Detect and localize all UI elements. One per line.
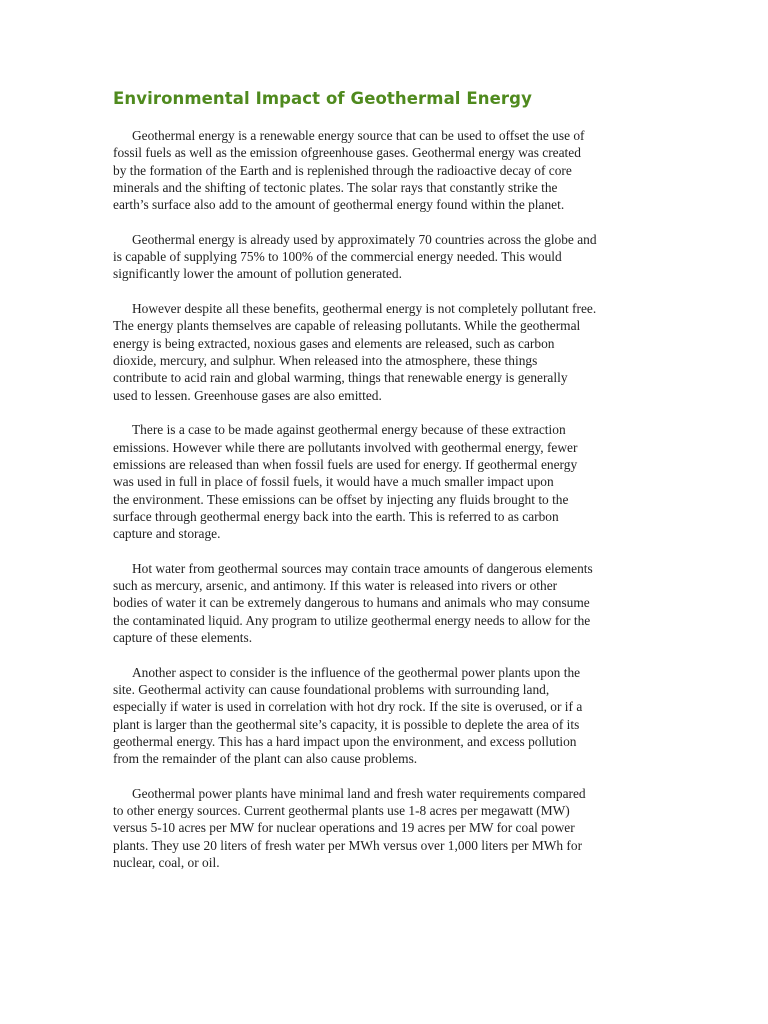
- paragraph-line: geothermal energy. This has a hard impact upon the environment, and excess pollution: [113, 733, 577, 749]
- paragraph-line: to other energy sources. Current geothermal plants use 1-8 acres per megawatt (MW): [113, 803, 570, 819]
- paragraph-line: nuclear, coal, or oil.: [113, 855, 220, 871]
- paragraph-line: earth’s surface also add to the amount of geothermal energy found within the planet.: [113, 197, 565, 213]
- paragraph-line: Hot water from geothermal sources may contain trace amounts of dangerous elements: [132, 560, 593, 576]
- paragraph-line: by the formation of the Earth and is replenished through the radioactive decay of core: [113, 162, 572, 178]
- paragraph-line: emissions are released than when fossil fuels are used for energy. If geothermal energy: [113, 456, 578, 472]
- paragraph-line: Geothermal energy is already used by approximately 70 countries across the globe and: [132, 231, 597, 247]
- paragraph-line: such as mercury, arsenic, and antimony. If this water is released into rivers or other: [113, 578, 558, 594]
- paragraph: [113, 127, 661, 213]
- paragraph-line: used to lessen. Greenhouse gases are also emitted.: [113, 387, 382, 403]
- paragraph-line: site. Geothermal activity can cause foundational problems with surrounding land,: [113, 681, 550, 697]
- paragraph-line: plant is larger than the geothermal site’s capacity, it is possible to deplete the area of its: [113, 716, 580, 732]
- paragraph: [113, 664, 661, 768]
- paragraph-line: capture and storage.: [113, 526, 221, 542]
- paragraph-line: There is a case to be made against geothermal energy because of these extraction: [132, 422, 566, 438]
- paragraph-line: significantly lower the amount of pollution generated.: [113, 266, 402, 282]
- paragraph-line: Geothermal power plants have minimal land and fresh water requirements compared: [132, 785, 586, 801]
- paragraph: [113, 560, 661, 646]
- paragraph-line: plants. They use 20 liters of fresh water per MWh versus over 1,000 liters per MWh for: [113, 837, 583, 853]
- paragraph-line: Geothermal energy is a renewable energy source that can be used to offset the use of: [132, 128, 585, 143]
- paragraph-line: energy is being extracted, noxious gases and elements are released, such as carbon: [113, 335, 555, 351]
- paragraph-line: contribute to acid rain and global warming, things that renewable energy is generally: [113, 370, 568, 386]
- paragraph-line: is capable of supplying 75% to 100% of the commercial energy needed. This would: [113, 249, 562, 265]
- paragraph-line: especially if water is used in correlation with hot dry rock. If the site is overused, or if a: [113, 699, 583, 715]
- paragraph-line: the contaminated liquid. Any program to utilize geothermal energy needs to allow for the: [113, 612, 591, 628]
- paragraph-line: bodies of water it can be extremely dangerous to humans and animals who may consume: [113, 595, 590, 611]
- paragraph-line: The energy plants themselves are capable of releasing pollutants. While the geothermal: [113, 318, 581, 334]
- paragraph-line: surface through geothermal energy back into the earth. This is referred to as carbon: [113, 508, 559, 524]
- paragraph-line: However despite all these benefits, geothermal energy is not completely pollutant free.: [132, 301, 597, 317]
- paragraph-line: minerals and the shifting of tectonic plates. The solar rays that constantly strike the: [113, 179, 558, 195]
- paragraph-line: Another aspect to consider is the influence of the geothermal power plants upon the: [132, 664, 581, 680]
- paragraph-line: dioxide, mercury, and sulphur. When released into the atmosphere, these things: [113, 353, 538, 369]
- paragraph-line: versus 5-10 acres per MW for nuclear operations and 19 acres per MW for coal power: [113, 820, 575, 836]
- paragraph: [113, 300, 661, 404]
- paragraph-line: from the remainder of the plant can also cause problems.: [113, 751, 418, 767]
- paragraph-line: the environment. These emissions can be offset by injecting any fluids brought to the: [113, 491, 569, 507]
- paragraph: [113, 231, 661, 283]
- document-title: Environmental Impact of Geothermal Energy: [113, 89, 532, 108]
- paragraph: [113, 785, 661, 871]
- paragraph-line: was used in full in place of fossil fuels, it would have a much smaller impact upon: [113, 474, 554, 490]
- paragraph: [113, 421, 661, 542]
- paragraph-line: fossil fuels as well as the emission ofgreenhouse gases. Geothermal energy was created: [113, 145, 581, 161]
- paragraph-line: emissions. However while there are pollutants involved with geothermal energy, fewer: [113, 439, 578, 455]
- document-body: [113, 127, 661, 889]
- paragraph-line: capture of these elements.: [113, 629, 253, 645]
